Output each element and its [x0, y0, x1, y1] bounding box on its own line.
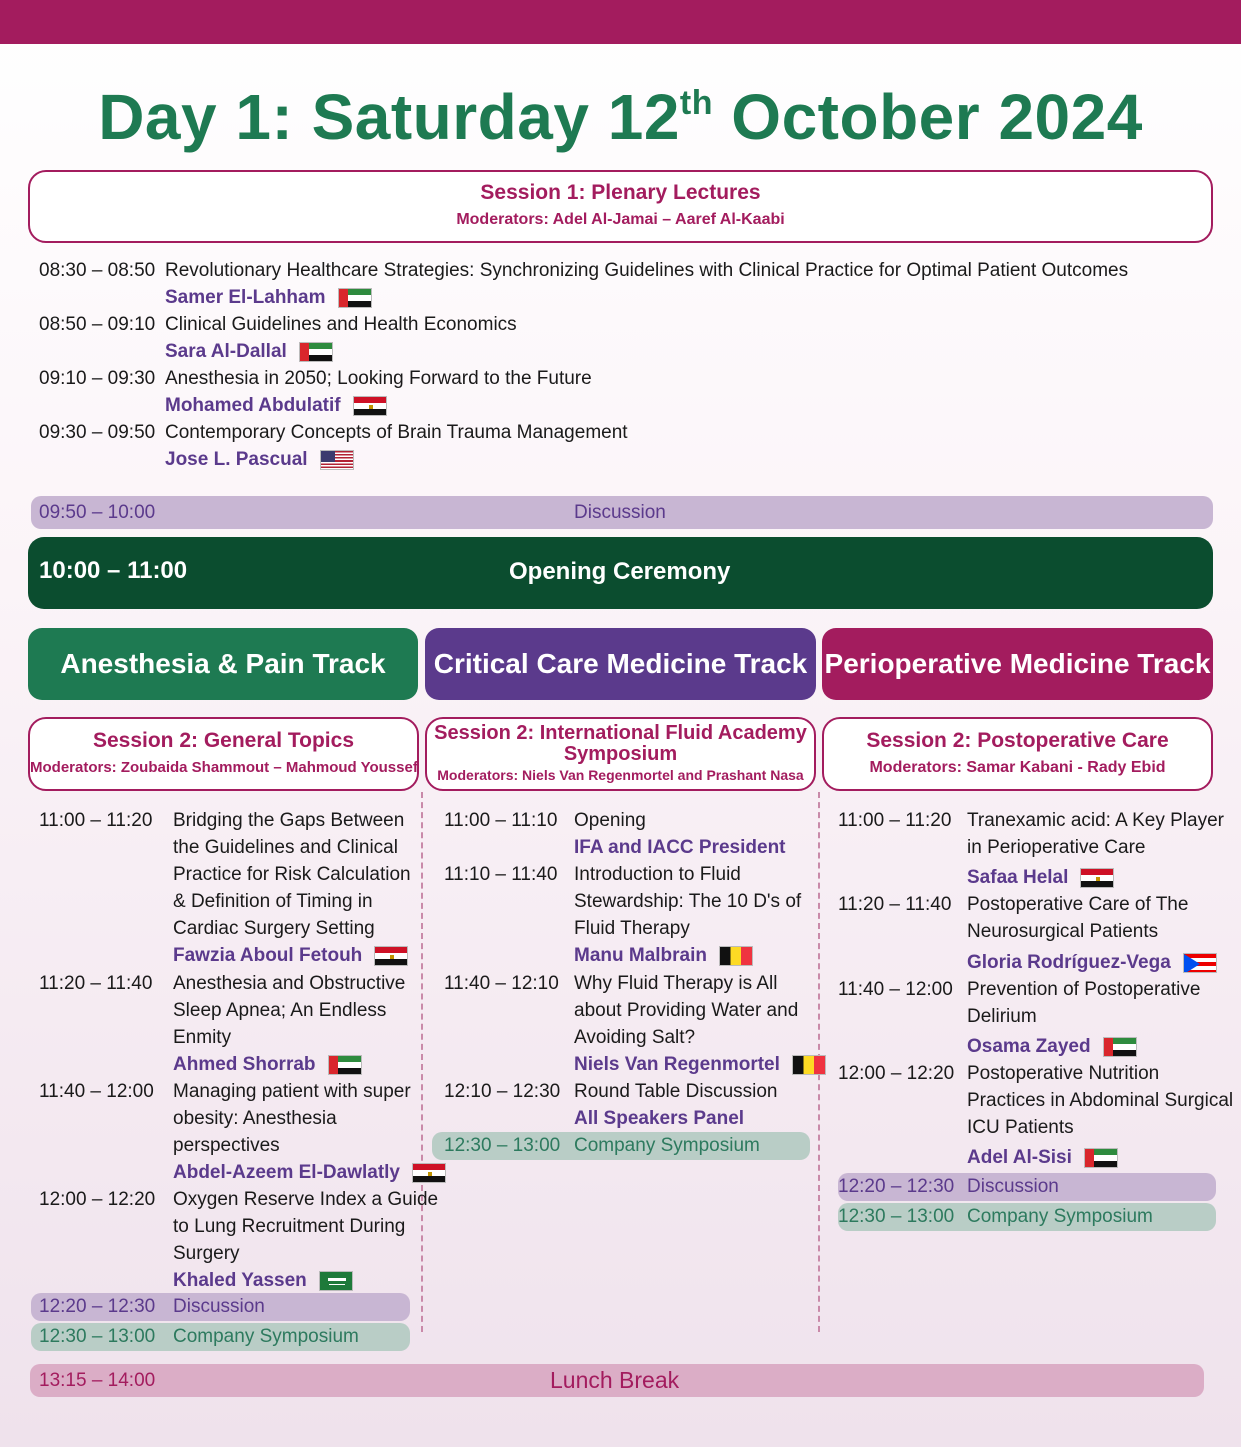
talk-time: 11:00 – 11:10 [444, 810, 558, 831]
uae-flag-icon [338, 288, 372, 308]
talk-time: 11:40 – 12:00 [39, 1081, 154, 1102]
talk-title: Introduction to Fluid Stewardship: The 10 D's of Fluid Therapy [574, 864, 802, 939]
talk-title: Contemporary Concepts of Brain Trauma Management [165, 422, 628, 443]
talk-time: 11:10 – 11:40 [444, 864, 558, 885]
periop-moderators: Moderators: Samar Kabani - Rady Ebid [869, 759, 1166, 776]
talk-title: Round Table Discussion [574, 1081, 778, 1102]
lunch-break-bar [30, 1364, 1204, 1397]
track-anesthesia-pain: Anesthesia & Pain Track [28, 628, 418, 700]
talk-title: Managing patient with super obesity: Anesthesia perspectives [173, 1081, 411, 1156]
plenary-session-header [28, 170, 1213, 243]
belgium-flag-icon [792, 1055, 826, 1075]
talk-time: 08:50 – 09:10 [39, 314, 156, 335]
talk-time: 08:30 – 08:50 [39, 260, 156, 281]
talk-time: 11:40 – 12:00 [838, 979, 953, 1000]
egypt-flag-icon [1080, 868, 1114, 888]
periop-company-bar: 12:30 – 13:00 Company Symposium [838, 1203, 1216, 1231]
periop-session-title: Session 2: Postoperative Care [866, 729, 1169, 752]
top-banner [0, 0, 1241, 44]
uae-flag-icon [1084, 1148, 1118, 1168]
talk-title: Bridging the Gaps Between the Guidelines and Clinical Practice for Risk Calculation & Definition of Timing in Cardiac Surgery Setting [173, 810, 411, 939]
talk-time: 09:30 – 09:50 [39, 422, 156, 443]
talk-title: Anesthesia and Obstructive Sleep Apnea; An Endless Enmity [173, 973, 406, 1048]
speaker-name: Gloria Rodríguez-Vega [967, 949, 1217, 976]
critical-moderators: Moderators: Niels Van Regenmortel and Prashant Nasa [437, 767, 804, 783]
talk-title: Postoperative Nutrition Practices in Abdominal Surgical ICU Patients [967, 1063, 1234, 1138]
track-perioperative: Perioperative Medicine Track [822, 628, 1213, 700]
speaker-name: Manu Malbrain [574, 942, 753, 969]
talk-title: Postoperative Care of The Neurosurgical Patients [967, 894, 1189, 942]
talk-time: 11:20 – 11:40 [838, 894, 952, 915]
talk-title: Prevention of Postoperative Delirium [967, 979, 1201, 1027]
talk-title: Revolutionary Healthcare Strategies: Synchronizing Guidelines with Clinical Practice for Optimal Patient Outcomes [165, 260, 1129, 281]
talk-title: Anesthesia in 2050; Looking Forward to the Future [165, 368, 592, 389]
periop-discussion-bar: 12:20 – 12:30 Discussion [838, 1173, 1216, 1201]
critical-session-title-line2: Symposium [563, 743, 678, 765]
speaker-name: IFA and IACC President [574, 837, 786, 858]
anesthesia-discussion-bar: 12:20 – 12:30 Discussion [31, 1293, 410, 1321]
saudi-flag-icon [319, 1271, 353, 1291]
lunch-label: Lunch Break [550, 1367, 680, 1393]
talk-time: 12:00 – 12:20 [838, 1063, 955, 1084]
speaker-name: Safaa Helal [967, 864, 1114, 891]
opening-label: Opening Ceremony [509, 558, 731, 585]
critical-session-header [425, 717, 816, 791]
lunch-time: 13:15 – 14:00 [39, 1369, 156, 1391]
plenary-discussion-bar [31, 496, 1213, 529]
talk-title: Oxygen Reserve Index a Guide to Lung Recruitment During Surgery [173, 1189, 439, 1264]
talk-time: 11:40 – 12:10 [444, 973, 559, 994]
talk-title: Clinical Guidelines and Health Economics [165, 314, 517, 335]
speaker-name: Abdel-Azeem El-Dawlatly [173, 1159, 446, 1186]
track-critical-care: Critical Care Medicine Track [425, 628, 816, 700]
discussion-label: Discussion [574, 501, 666, 523]
talk-time: 12:00 – 12:20 [39, 1189, 156, 1210]
talk-time: 11:00 – 11:20 [838, 810, 952, 831]
belgium-flag-icon [719, 946, 753, 966]
plenary-moderators: Moderators: Adel Al-Jamai – Aaref Al-Kaabi [456, 211, 785, 228]
puerto-rico-flag-icon [1183, 953, 1217, 973]
anesthesia-session-title: Session 2: General Topics [92, 729, 355, 752]
speaker-name: Sara Al-Dallal [165, 338, 333, 365]
talk-title: Tranexamic acid: A Key Player in Perioperative Care [967, 810, 1224, 858]
speaker-name: Osama Zayed [967, 1033, 1137, 1060]
anesthesia-moderators: Moderators: Zoubaida Shammout – Mahmoud Youssef [30, 759, 418, 776]
speaker-name: Khaled Yassen [173, 1267, 353, 1294]
talk-time: 11:20 – 11:40 [39, 973, 153, 994]
anesthesia-session-header [28, 717, 419, 791]
uae-flag-icon [299, 342, 333, 362]
talk-title: Opening [574, 810, 646, 831]
talk-time: 11:00 – 11:20 [39, 810, 153, 831]
uae-flag-icon [328, 1055, 362, 1075]
discussion-time: 09:50 – 10:00 [39, 501, 156, 523]
egypt-flag-icon [374, 946, 408, 966]
speaker-name: Adel Al-Sisi [967, 1144, 1118, 1171]
anesthesia-company-bar: 12:30 – 13:00 Company Symposium [31, 1323, 410, 1351]
egypt-flag-icon [412, 1163, 446, 1183]
speaker-name: Fawzia Aboul Fetouh [173, 942, 408, 969]
plenary-session-title: Session 1: Plenary Lectures [480, 181, 761, 204]
egypt-flag-icon [353, 396, 387, 416]
talk-time: 09:10 – 09:30 [39, 368, 156, 389]
speaker-name: Niels Van Regenmortel [574, 1051, 826, 1078]
uae-flag-icon [1103, 1037, 1137, 1057]
critical-company-bar: 12:30 – 13:00 Company Symposium [432, 1132, 810, 1160]
periop-session-header [822, 717, 1213, 791]
speaker-name: Samer El-Lahham [165, 284, 372, 311]
opening-ceremony-bar [28, 537, 1213, 609]
critical-session-title: Session 2: International Fluid Academy [434, 722, 807, 744]
usa-flag-icon [320, 450, 354, 470]
opening-time: 10:00 – 11:00 [39, 557, 188, 584]
talk-time: 12:10 – 12:30 [444, 1081, 561, 1102]
speaker-name: Jose L. Pascual [165, 446, 354, 473]
speaker-name: All Speakers Panel [574, 1108, 745, 1129]
page-title: Day 1: Saturday 12th October 2024 [98, 81, 1143, 153]
speaker-name: Ahmed Shorrab [173, 1051, 362, 1078]
talk-title: Why Fluid Therapy is All about Providing Water and Avoiding Salt? [574, 973, 799, 1048]
speaker-name: Mohamed Abdulatif [165, 392, 387, 419]
